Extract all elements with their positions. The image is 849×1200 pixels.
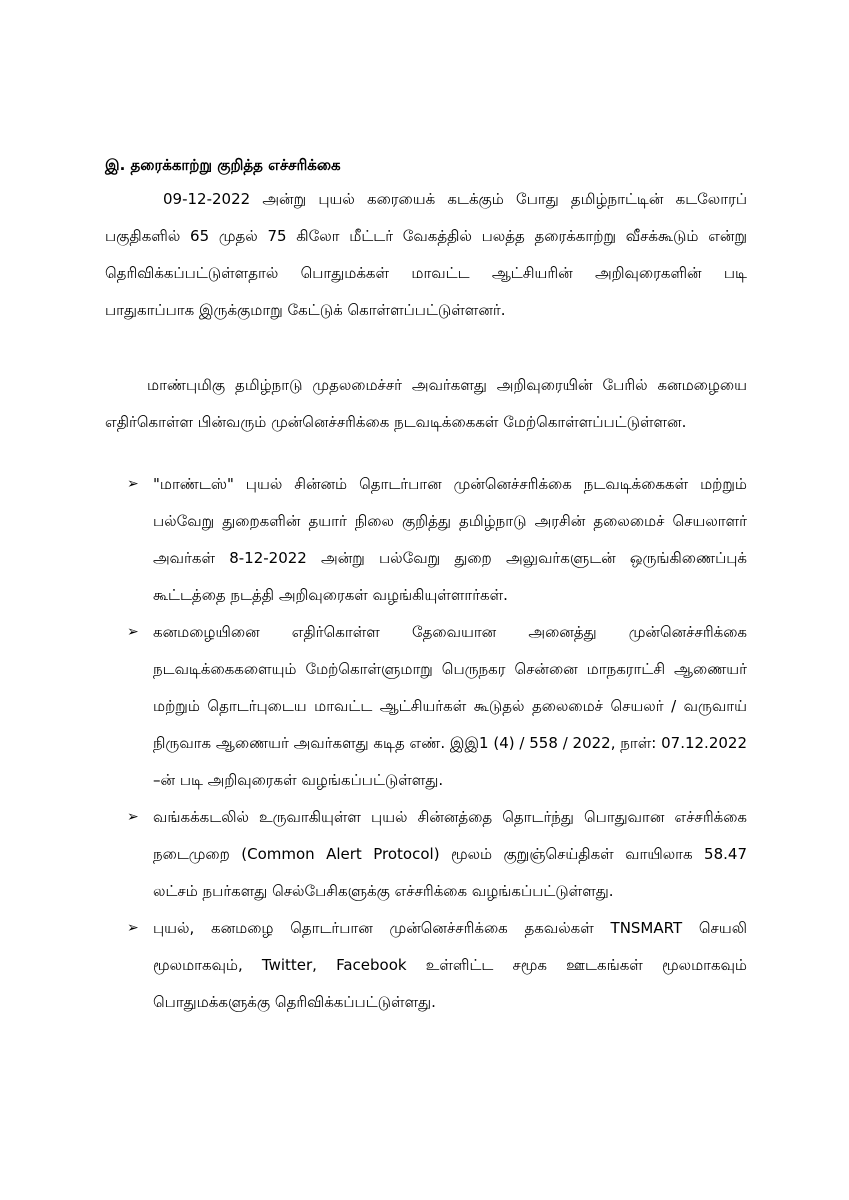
list-item bbox=[127, 799, 747, 910]
arrowhead-bullet-icon: ➢ bbox=[127, 809, 139, 825]
arrowhead-bullet-icon: ➢ bbox=[127, 624, 139, 640]
arrowhead-bullet-icon: ➢ bbox=[127, 920, 139, 936]
list-item bbox=[127, 614, 747, 799]
section-heading: இ. தரைக்காற்று குறித்த எச்சரிக்கை bbox=[105, 156, 341, 174]
paragraph-cm-advice: மாண்புமிகு தமிழ்நாடு முதலமைச்சர் அவர்களது அறிவுரையின் பேரில் கனமழையை எதிர்கொள்ள பின்வரும் முன்னெச்சரிக்கை நடவடிக்கைகள் மேற்கொள்ளப்பட்டுள்ளன. bbox=[105, 376, 747, 431]
list-item bbox=[127, 466, 747, 614]
list-item-text: "மாண்டஸ்" புயல் சின்னம் தொடர்பான முன்னெச்சரிக்கை நடவடிக்கைகள் மற்றும் பல்வேறு துறைகளின் தயார் நிலை குறித்து தமிழ்நாடு அரசின் தலைமைச் செயலாளர் அவர்கள் 8-12-2022 அன்று பல்வேறு துறை அலுவர்களுடன் ஒருங்கிணைப்புக் கூட்டத்தை நடத்தி அறிவுரைகள் வழங்கியுள்ளார்கள். bbox=[153, 475, 747, 604]
list-item bbox=[127, 910, 747, 1021]
list-item-text: கனமழையினை எதிர்கொள்ள தேவையான அனைத்து முன்னெச்சரிக்கை நடவடிக்கைகளையும் மேற்கொள்ளுமாறு பெருநகர சென்னை மாநகராட்சி ஆணையர் மற்றும் தொடர்புடைய மாவட்ட ஆட்சியர்கள் கூடுதல் தலைமைச் செயலர் / வருவாய் நிருவாக ஆணையர் அவர்களது கடித எண். இஇ1 (4) / 558 / 2022, நாள்: 07.12.2022 –ன் படி அறிவுரைகள் வழங்கப்பட்டுள்ளது. bbox=[153, 623, 747, 789]
list-item-text: புயல், கனமழை தொடர்பான முன்னெச்சரிக்கை தகவல்கள் TNSMART செயலி மூலமாகவும், Twitter, Facebook உள்ளிட்ட சமூக ஊடகங்கள் மூலமாகவும் பொதுமக்களுக்கு தெரிவிக்கப்பட்டுள்ளது. bbox=[153, 919, 747, 1011]
list-item-text: வங்கக்கடலில் உருவாகியுள்ள புயல் சின்னத்தை தொடர்ந்து பொதுவான எச்சரிக்கை நடைமுறை (Common Alert Protocol) மூலம் குறுஞ்செய்திகள் வாயிலாக 58.47 லட்சம் நபர்களது செல்பேசிகளுக்கு எச்சரிக்கை வழங்கப்பட்டுள்ளது. bbox=[153, 808, 747, 900]
precaution-list bbox=[127, 466, 747, 1021]
arrowhead-bullet-icon: ➢ bbox=[127, 476, 139, 492]
paragraph-wind-warning: 09-12-2022 அன்று புயல் கரையைக் கடக்கும் போது தமிழ்நாட்டின் கடலோரப் பகுதிகளில் 65 முதல் 75 கிலோ மீட்டர் வேகத்தில் பலத்த தரைக்காற்று வீசக்கூடும் என்று தெரிவிக்கப்பட்டுள்ளதால் பொதுமக்கள் மாவட்ட ஆட்சியரின் அறிவுரைகளின் படி பாதுகாப்பாக இருக்குமாறு கேட்டுக் கொள்ளப்பட்டுள்ளனர். bbox=[105, 190, 747, 319]
